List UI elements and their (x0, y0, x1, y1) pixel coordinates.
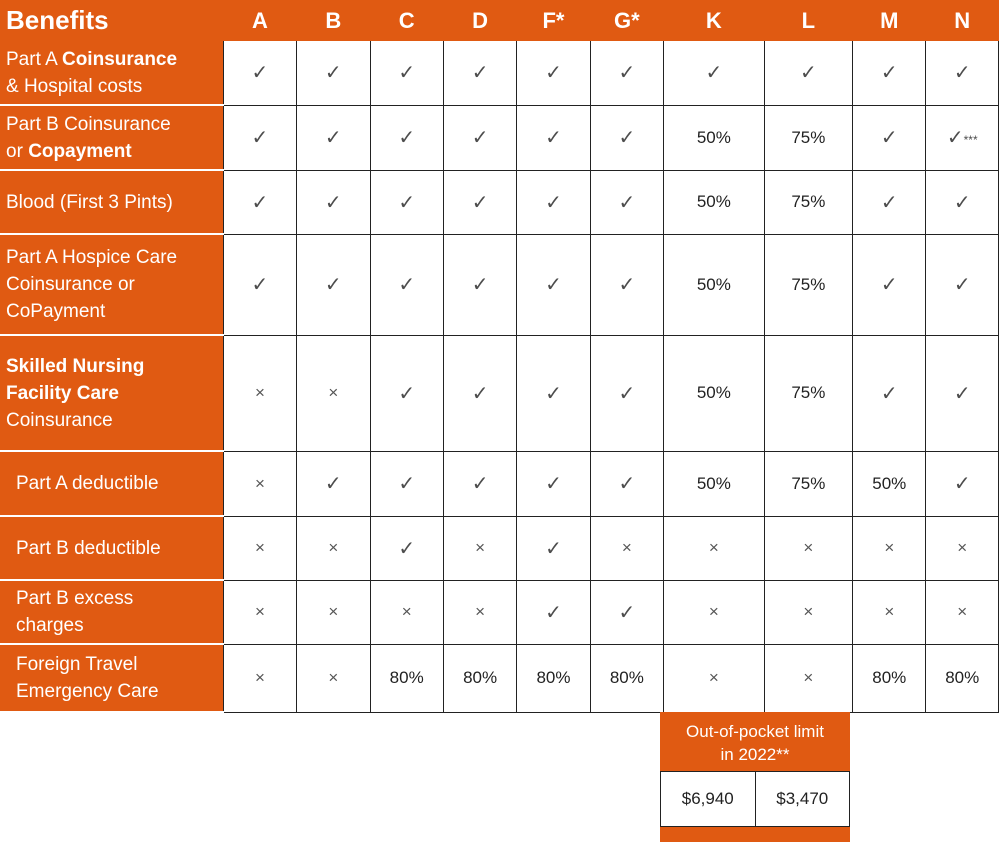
coverage-percent: 50% (696, 473, 731, 493)
table-cell (764, 451, 852, 516)
check-icon: ✓ (545, 601, 562, 624)
check-icon: ✓ (545, 127, 562, 149)
table-cell (764, 234, 852, 335)
row-label-text: Part B Coinsurance (6, 113, 171, 135)
out-of-pocket-value-k: $6,940 (681, 789, 734, 808)
cross-icon: × (957, 602, 968, 621)
column-header: K (664, 0, 765, 41)
check-icon: ✓ (398, 127, 416, 149)
table-row (0, 516, 999, 580)
check-icon: ✓ (471, 62, 489, 85)
table-row (0, 105, 999, 170)
check-icon: ✓ (251, 191, 269, 214)
table-cell (297, 170, 370, 234)
row-label (0, 580, 223, 644)
check-icon: ✓ (880, 62, 898, 85)
cross-icon: × (621, 538, 632, 557)
table-cell (517, 170, 590, 234)
table-cell (926, 644, 999, 712)
row-label-text: Coinsurance (61, 48, 178, 70)
row-label (0, 41, 223, 105)
check-icon: ✓ (324, 274, 342, 296)
column-header: N (926, 0, 999, 41)
table-cell (853, 170, 926, 234)
check-icon: ✓ (880, 191, 898, 214)
check-icon: ✓ (953, 473, 971, 495)
coverage-percent: 75% (791, 473, 826, 493)
row-label-text: Part A deductible (16, 473, 159, 494)
column-header: C (370, 0, 443, 41)
check-icon: ✓ (545, 473, 562, 495)
cross-icon: × (708, 668, 719, 687)
table-cell (853, 644, 926, 712)
table-cell (664, 105, 765, 170)
table-cell (297, 644, 370, 712)
column-header: F* (517, 0, 590, 41)
table-cell (297, 105, 370, 170)
row-label (0, 451, 223, 516)
cross-icon: × (254, 538, 265, 557)
check-icon: ✓ (398, 274, 416, 296)
check-icon: ✓ (953, 382, 971, 405)
check-icon: ✓ (324, 127, 342, 149)
check-icon: ✓ (324, 191, 342, 214)
table-cell (590, 41, 663, 105)
table-cell (297, 335, 370, 451)
table-cell (764, 335, 852, 451)
cross-icon: × (708, 602, 719, 621)
table-cell (517, 516, 590, 580)
row-label (0, 644, 223, 712)
table-cell (764, 105, 852, 170)
table-cell (443, 335, 516, 451)
table-cell (590, 644, 663, 712)
out-of-pocket-value-l: $3,470 (755, 772, 850, 826)
row-label-text: CoPayment (6, 301, 106, 322)
table-cell (370, 170, 443, 234)
cross-icon: × (475, 602, 486, 621)
check-icon: ✓ (880, 382, 898, 405)
row-label-text: Emergency Care (16, 681, 159, 702)
row-label-text: Blood (First 3 Pints) (6, 191, 173, 213)
check-icon: ✓ (880, 274, 898, 296)
cross-icon: × (254, 473, 265, 493)
table-cell (590, 580, 663, 644)
row-label-text: Coinsurance or (6, 274, 135, 295)
coverage-percent: 80% (872, 668, 907, 687)
table-cell (297, 580, 370, 644)
table-cell (370, 580, 443, 644)
table-cell (853, 516, 926, 580)
table-cell (853, 580, 926, 644)
column-header: L (764, 0, 852, 41)
table-cell (926, 170, 999, 234)
cross-icon: × (328, 538, 339, 557)
check-icon: ✓ (251, 62, 269, 85)
cross-icon: × (254, 668, 265, 687)
table-row (0, 580, 999, 644)
check-icon: ✓ (953, 62, 971, 85)
cross-icon: × (803, 668, 814, 687)
cross-icon: × (803, 538, 814, 557)
table-cell (764, 644, 852, 712)
table-cell (443, 105, 516, 170)
check-icon: ✓ (471, 191, 489, 214)
row-label-text: Part A (6, 48, 62, 70)
table-cell (764, 170, 852, 234)
check-icon: ✓ (471, 382, 489, 405)
row-label (0, 105, 223, 170)
table-cell (926, 41, 999, 105)
table-cell (664, 234, 765, 335)
check-icon: ✓ (953, 274, 971, 296)
table-cell (370, 41, 443, 105)
table-cell (517, 105, 590, 170)
check-icon: ✓ (618, 62, 636, 85)
cross-icon: × (254, 602, 265, 621)
coverage-percent: 50% (696, 192, 731, 211)
row-label-text: or (6, 140, 29, 162)
table-cell (297, 41, 370, 105)
row-label-text: Part B excess (16, 588, 134, 609)
table-cell (297, 451, 370, 516)
cross-icon: × (328, 383, 339, 402)
table-cell (926, 516, 999, 580)
coverage-percent: 50% (696, 274, 731, 294)
table-cell (590, 451, 663, 516)
check-icon: ✓ (398, 537, 416, 560)
out-of-pocket-header (660, 712, 850, 771)
column-header: D (443, 0, 516, 41)
table-cell (664, 516, 765, 580)
coverage-percent: 75% (791, 127, 826, 147)
table-cell (590, 105, 663, 170)
table-cell (590, 170, 663, 234)
table-cell (370, 451, 443, 516)
row-label-text: Part A Hospice Care (6, 247, 178, 268)
table-cell (517, 41, 590, 105)
table-row (0, 644, 999, 712)
table-cell (443, 41, 516, 105)
check-icon: ✓ (618, 127, 636, 149)
table-cell (517, 335, 590, 451)
check-icon: ✓ (618, 473, 636, 495)
coverage-percent: 80% (609, 668, 644, 687)
cross-icon: × (254, 383, 265, 402)
check-icon: ✓ (251, 127, 269, 149)
table-row (0, 41, 999, 105)
table-cell (297, 234, 370, 335)
table-cell (297, 516, 370, 580)
table-cell (590, 335, 663, 451)
coverage-percent: 50% (872, 473, 907, 493)
check-icon: ✓ (880, 127, 898, 149)
table-cell (370, 516, 443, 580)
table-cell (853, 451, 926, 516)
table-cell (223, 580, 296, 644)
check-icon: ✓ (618, 382, 636, 405)
coverage-percent: 50% (696, 383, 731, 402)
check-icon: ✓ (545, 62, 562, 85)
check-icon: ✓ (251, 274, 269, 296)
table-cell (853, 41, 926, 105)
cross-icon: × (884, 602, 895, 621)
check-icon: ✓ (618, 191, 636, 214)
row-label-text: Facility Care (6, 382, 119, 404)
table-cell (223, 234, 296, 335)
table-cell (664, 580, 765, 644)
table-cell (223, 516, 296, 580)
table-cell (517, 234, 590, 335)
table-cell (517, 580, 590, 644)
table-cell (926, 451, 999, 516)
check-icon: ✓ (953, 191, 971, 214)
out-of-pocket-footer-bar (660, 827, 850, 842)
cross-icon: × (475, 538, 486, 557)
column-header: B (297, 0, 370, 41)
header-row (0, 0, 999, 41)
row-label-text: Skilled Nursing (6, 355, 145, 377)
row-label (0, 516, 223, 580)
check-icon: ✓ (471, 274, 489, 296)
table-cell (517, 644, 590, 712)
out-of-pocket-year: in 2022** (720, 745, 790, 764)
coverage-percent: 50% (696, 127, 731, 147)
coverage-percent: 75% (791, 192, 826, 211)
check-icon: ✓ (324, 62, 342, 85)
cross-icon: × (401, 602, 412, 621)
cross-icon: × (708, 538, 719, 557)
check-icon: ✓ (398, 62, 416, 85)
check-icon: ✓ (545, 537, 562, 560)
table-cell (370, 105, 443, 170)
table-title: Benefits (0, 0, 223, 41)
coverage-percent: 80% (389, 668, 424, 687)
check-icon: ✓ (471, 127, 489, 149)
row-label (0, 234, 223, 335)
out-of-pocket-label: Out-of-pocket limit (686, 722, 824, 741)
table-cell (664, 41, 765, 105)
table-cell (443, 644, 516, 712)
table-cell (443, 170, 516, 234)
check-icon: ✓ (545, 382, 562, 405)
row-label (0, 335, 223, 451)
coverage-percent: 75% (791, 274, 826, 294)
table-row (0, 234, 999, 335)
row-label-text: Coinsurance (6, 409, 113, 431)
cross-icon: × (803, 602, 814, 621)
table-cell (764, 516, 852, 580)
table-cell (223, 41, 296, 105)
check-icon: ✓ (799, 62, 817, 85)
table-cell (443, 451, 516, 516)
table-cell (764, 41, 852, 105)
out-of-pocket-values (660, 771, 850, 827)
table-cell (223, 451, 296, 516)
table-cell (853, 234, 926, 335)
footnote-marker: *** (963, 133, 978, 147)
check-icon: ✓ (398, 473, 416, 495)
check-icon: ✓ (398, 382, 416, 405)
table-cell (223, 335, 296, 451)
cross-icon: × (328, 602, 339, 621)
table-cell (664, 335, 765, 451)
check-icon: ✓ (398, 191, 416, 214)
table-cell (764, 580, 852, 644)
row-label-text: Part B deductible (16, 537, 161, 559)
table-cell (590, 516, 663, 580)
table-cell (223, 105, 296, 170)
table-row (0, 451, 999, 516)
table-cell (370, 234, 443, 335)
column-header: A (223, 0, 296, 41)
table-cell (443, 234, 516, 335)
check-icon: ✓ (618, 274, 636, 296)
coverage-percent: 80% (945, 668, 980, 687)
table-cell (223, 644, 296, 712)
table-row (0, 335, 999, 451)
table-cell (223, 170, 296, 234)
cross-icon: × (884, 538, 895, 557)
table-cell (853, 335, 926, 451)
table-cell (443, 580, 516, 644)
column-header: M (853, 0, 926, 41)
table-cell (664, 451, 765, 516)
coverage-percent: 80% (463, 668, 498, 687)
check-icon: ✓ (705, 62, 723, 85)
row-label-text: Copayment (28, 140, 132, 162)
table-cell (926, 105, 999, 170)
table-cell (926, 580, 999, 644)
coverage-percent: 75% (791, 383, 826, 402)
coverage-percent: 80% (536, 668, 571, 687)
row-label-text: charges (16, 615, 84, 636)
table-cell (853, 105, 926, 170)
column-header: G* (590, 0, 663, 41)
table-cell (664, 170, 765, 234)
row-label (0, 170, 223, 234)
row-label-text: Foreign Travel (16, 654, 138, 675)
table-cell (370, 644, 443, 712)
table-cell (370, 335, 443, 451)
table-cell (926, 234, 999, 335)
check-icon: ✓ (545, 274, 562, 296)
check-icon: ✓ (471, 473, 489, 495)
cross-icon: × (957, 538, 968, 557)
row-label-text: & Hospital costs (6, 75, 143, 97)
table-cell (517, 451, 590, 516)
table-cell (443, 516, 516, 580)
out-of-pocket-limit (660, 712, 850, 842)
table-cell (926, 335, 999, 451)
table-cell (590, 234, 663, 335)
check-icon: ✓ (324, 473, 342, 495)
check-icon: ✓ (618, 601, 636, 624)
table-cell (664, 644, 765, 712)
table-row (0, 170, 999, 234)
check-icon: ✓ (545, 191, 562, 214)
check-icon-with-note: ✓*** (946, 127, 978, 149)
cross-icon: × (328, 668, 339, 687)
